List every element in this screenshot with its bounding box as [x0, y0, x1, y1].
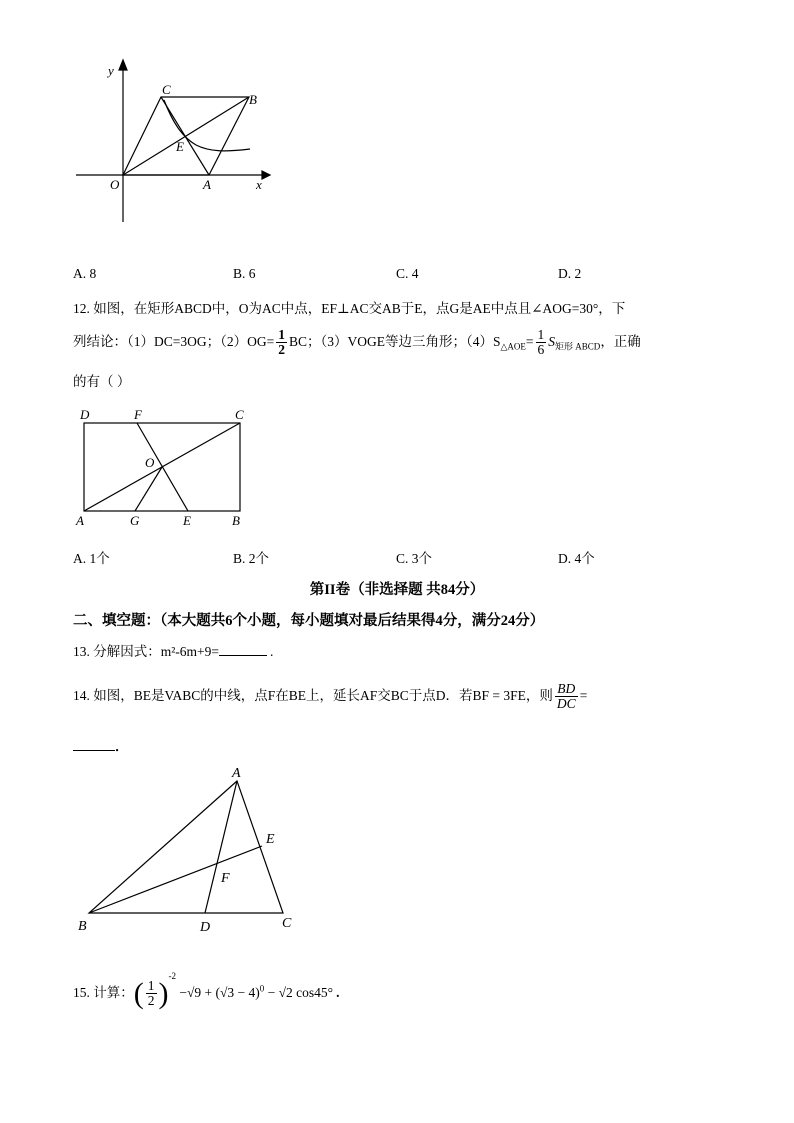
label-y: y	[108, 63, 114, 78]
label-E: E	[266, 832, 275, 847]
q13	[73, 640, 273, 660]
label-A: A	[203, 177, 211, 192]
fraction-one-half	[146, 979, 157, 1008]
figure-q12	[70, 402, 260, 534]
q12-option-a: A. 1个	[73, 551, 110, 566]
triangle-ABC	[89, 781, 283, 913]
q15-exp2: 0	[259, 983, 265, 994]
label-G: G	[130, 513, 140, 528]
right-paren: )	[158, 976, 169, 1010]
q12-line2	[73, 328, 641, 361]
q15-end: .	[336, 985, 340, 1000]
fraction-sixth-den: 6	[537, 342, 545, 358]
label-A: A	[232, 766, 241, 781]
label-B: B	[249, 92, 257, 107]
q11-option-d: D. 2	[558, 266, 582, 281]
q11-option-a: A. 8	[73, 266, 97, 281]
label-F: F	[221, 871, 230, 886]
fraction-half	[276, 328, 287, 357]
label-C: C	[282, 916, 292, 931]
q11-option-b: B. 6	[233, 266, 256, 281]
fraction-sixth	[536, 328, 547, 357]
q15-exp1: -2	[168, 971, 176, 981]
q13-end: .	[270, 644, 274, 659]
q14-text: 14. 如图，BE是VABC的中线，点F在BE上，延长AF交BC于点D．若BF = 3FE，则	[73, 688, 553, 703]
label-x: x	[256, 177, 262, 192]
q12-s: S	[548, 334, 556, 349]
q14	[73, 676, 587, 716]
q13-text: 13. 分解因式：m²-6m+9=	[73, 644, 220, 659]
q14-eq: =	[579, 688, 588, 703]
label-C: C	[162, 82, 171, 97]
q15-prefix: 15. 计算：	[73, 985, 134, 1000]
q13-answer-blank[interactable]	[219, 655, 267, 656]
q11-option-c: C. 4	[396, 266, 419, 281]
figure-q11	[70, 58, 280, 228]
fraction-bd-dc	[555, 682, 578, 711]
x-axis-arrow	[262, 171, 270, 179]
q12-line2-mid: BC；（3）VOGE等边三角形；（4）S	[288, 334, 501, 349]
label-A: A	[76, 513, 84, 528]
fraction-sixth-num: 1	[537, 327, 545, 343]
segment-AD	[205, 781, 237, 913]
q15	[73, 956, 339, 1014]
fraction-half-num: 1	[278, 327, 285, 343]
q12-line3: 的有（ ）	[73, 374, 131, 389]
fraction-one-half-den: 2	[147, 993, 155, 1009]
label-F: F	[134, 407, 142, 422]
y-axis-arrow	[119, 60, 127, 70]
label-D: D	[200, 920, 211, 935]
fraction-half-den: 2	[278, 342, 285, 358]
figure-q14	[70, 760, 310, 940]
label-D: D	[80, 407, 90, 422]
label-E: E	[176, 139, 184, 154]
label-B: B	[232, 513, 240, 528]
q14-answer-blank[interactable]	[73, 750, 115, 751]
q12-eq: =	[525, 334, 534, 349]
fraction-dc: DC	[556, 696, 576, 712]
label-B: B	[78, 919, 87, 934]
segment-OG	[135, 467, 162, 511]
fraction-bd: BD	[555, 682, 578, 697]
q12-sub-rect: 矩形 ABCD	[555, 341, 601, 352]
label-C: C	[235, 407, 244, 422]
median-BE	[89, 846, 262, 913]
label-E: E	[183, 513, 191, 528]
q15-part3: − √2 cos45°	[267, 985, 334, 1000]
label-O: O	[145, 455, 155, 470]
q12-option-c: C. 3个	[396, 551, 433, 566]
q12-line2-end: ，正确	[600, 334, 641, 349]
section2-subtitle: 二、填空题：（本大题共6个小题，每小题填对最后结果得4分，满分24分）	[73, 613, 545, 629]
q14-end: ．	[115, 739, 129, 754]
q12-sub-aoe: △AOE	[500, 341, 526, 352]
left-paren: (	[133, 976, 144, 1010]
q12-line1: 12. 如图，在矩形ABCD中，O为AC中点，EF⊥AC交AB于E，点G是AE中点且∠AOG=30°，下	[73, 301, 626, 316]
section2-title: 第II卷（非选择题 共84分）	[309, 582, 485, 598]
q12-option-b: B. 2个	[233, 551, 270, 566]
label-O: O	[110, 177, 120, 192]
fraction-one-half-num: 1	[147, 978, 155, 994]
q12-line2-pre: 列结论：（1）DC=3OG；（2）OG=	[73, 334, 275, 349]
q12-option-d: D. 4个	[558, 551, 595, 566]
q15-part2: −√9 + (√3 − 4)	[179, 985, 260, 1000]
q14-answer-line	[73, 735, 129, 755]
